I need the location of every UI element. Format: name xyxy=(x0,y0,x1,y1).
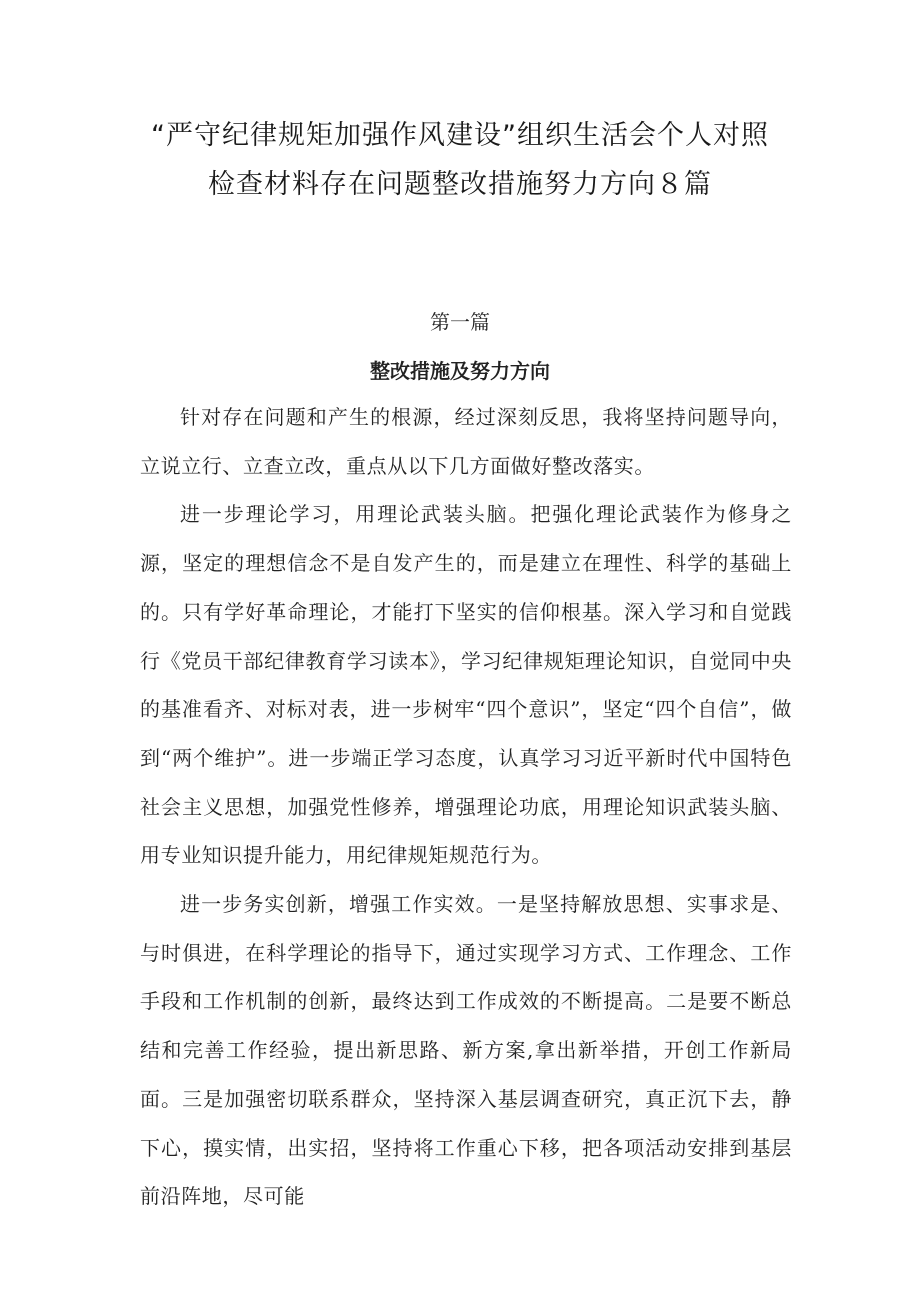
paragraph: 进一步务实创新，增强工作实效。一是坚持解放思想、实事求是、与时俱进，在科学理论的指导下，通过实现学习方式、工作理念、工作手段和工作机制的创新，最终达到工作成效的不断提高。二是要不断总结和完善工作经验，提出新思路、新方案,拿出新举措，开创工作新局面。三是加强密切联系群众，坚持深入基层调查研究，真正沉下去，静下心，摸实情，出实招，坚持将工作重心下移，把各项活动安排到基层前沿阵地，尽可能 xyxy=(140,892,792,1209)
body-text xyxy=(140,393,792,1221)
paragraph: 进一步理论学习，用理论武装头脑。把强化理论武装作为修身之源，坚定的理想信念不是自发产生的，而是建立在理性、科学的基础上的。只有学好革命理论，才能打下坚实的信仰根基。深入学习和自觉践行《党员干部纪律教育学习读本》，学习纪律规矩理论知识，自觉同中央的基准看齐、对标对表，进一步树牢“四个意识”，坚定“四个自信”，做到“两个维护”。进一步端正学习态度，认真学习习近平新时代中国特色社会主义思想，加强党性修养，增强理论功底，用理论知识武装头脑、用专业知识提升能力，用纪律规矩规范行为。 xyxy=(140,502,792,868)
document-title-line-1: “严守纪律规矩加强作风建设”组织生活会个人对照 xyxy=(151,120,769,151)
paragraph: 针对存在问题和产生的根源，经过深刻反思，我将坚持问题导向，立说立行、立查立改，重点从以下几方面做好整改落实。 xyxy=(140,405,792,478)
section-number: 第一篇 xyxy=(430,310,490,334)
section-title: 整改措施及努力方向 xyxy=(370,359,550,383)
document-title-line-2: 检查材料存在问题整改措施努力方向８篇 xyxy=(208,169,712,200)
